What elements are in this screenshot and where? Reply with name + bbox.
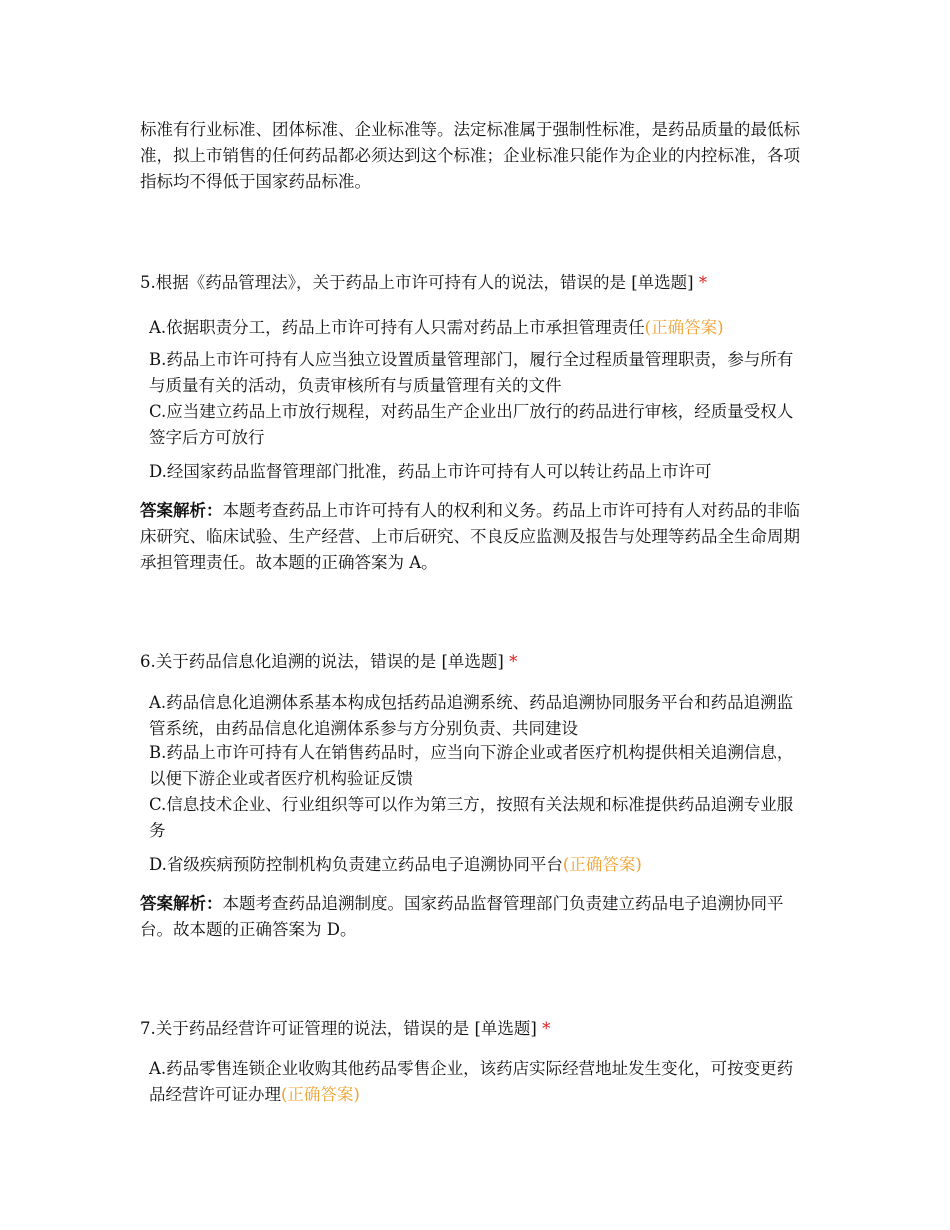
option-text: A.药品零售连锁企业收购其他药品零售企业，该药店实际经营地址发生变化，可按变更药品经营许可证办理 [149,1059,794,1104]
question-title-text: 6.关于药品信息化追溯的说法，错误的是 [单选题] [140,652,504,671]
intro-paragraph: 标准有行业标准、团体标准、企业标准等。法定标准属于强制性标准，是药品质量的最低标准，拟上市销售的任何药品都必须达到这个标准；企业标准只能作为企业的内控标准，各项指标均不得低于国家药品标准。 [140,120,800,191]
required-mark: * [542,1019,551,1038]
q6-option-b[interactable]: B.药品上市许可持有人在销售药品时，应当向下游企业或者医疗机构提供相关追溯信息，以便下游企业或者医疗机构验证反馈 [149,743,794,788]
correct-answer-tag: (正确答案) [281,1085,360,1104]
question-5-title [140,270,815,296]
q5-option-a[interactable] [149,315,809,341]
q5-analysis [140,498,815,576]
analysis-text: 本题考查药品追溯制度。国家药品监督管理部门负责建立药品电子追溯协同平台。故本题的正确答案为 D。 [140,894,784,939]
required-mark: * [698,273,708,292]
q6-option-d[interactable] [149,852,809,878]
option-text: A.依据职责分工，药品上市许可持有人只需对药品上市承担管理责任 [149,318,645,337]
required-mark: * [509,652,518,671]
q5-option-b[interactable]: B.药品上市许可持有人应当独立设置质量管理部门，履行全过程质量管理职责，参与所有与质量有关的活动，负责审核所有与质量管理有关的文件 [149,350,794,395]
q6-option-a[interactable]: A.药品信息化追溯体系基本构成包括药品追溯系统、药品追溯协同服务平台和药品追溯监管系统，由药品信息化追溯体系参与方分别负责、共同建设 [149,693,794,738]
q7-option-a[interactable] [149,1056,809,1108]
q5-option-c[interactable]: C.应当建立药品上市放行规程，对药品生产企业出厂放行的药品进行审核，经质量受权人签字后方可放行 [149,402,794,447]
question-title-text: 5.根据《药品管理法》，关于药品上市许可持有人的说法，错误的是 [单选题] [140,273,694,292]
q5-option-d[interactable]: D.经国家药品监督管理部门批准，药品上市许可持有人可以转让药品上市许可 [149,462,712,481]
correct-answer-tag: (正确答案) [644,318,724,337]
q6-analysis [140,891,815,943]
question-7-title [140,1016,815,1042]
question-title-text: 7.关于药品经营许可证管理的说法，错误的是 [单选题] [140,1019,537,1038]
correct-answer-tag: (正确答案) [562,855,642,874]
option-text: D.省级疾病预防控制机构负责建立药品电子追溯协同平台 [149,855,563,874]
analysis-label: 答案解析： [140,894,223,913]
analysis-label: 答案解析： [140,501,223,520]
q6-option-c[interactable]: C.信息技术企业、行业组织等可以作为第三方，按照有关法规和标准提供药品追溯专业服务 [149,795,794,840]
analysis-text: 本题考查药品上市许可持有人的权利和义务。药品上市许可持有人对药品的非临床研究、临床试验、生产经营、上市后研究、不良反应监测及报告与处理等药品全生命周期承担管理责任。故本题的正确答案为 A。 [140,501,800,572]
question-6-title [140,649,815,675]
